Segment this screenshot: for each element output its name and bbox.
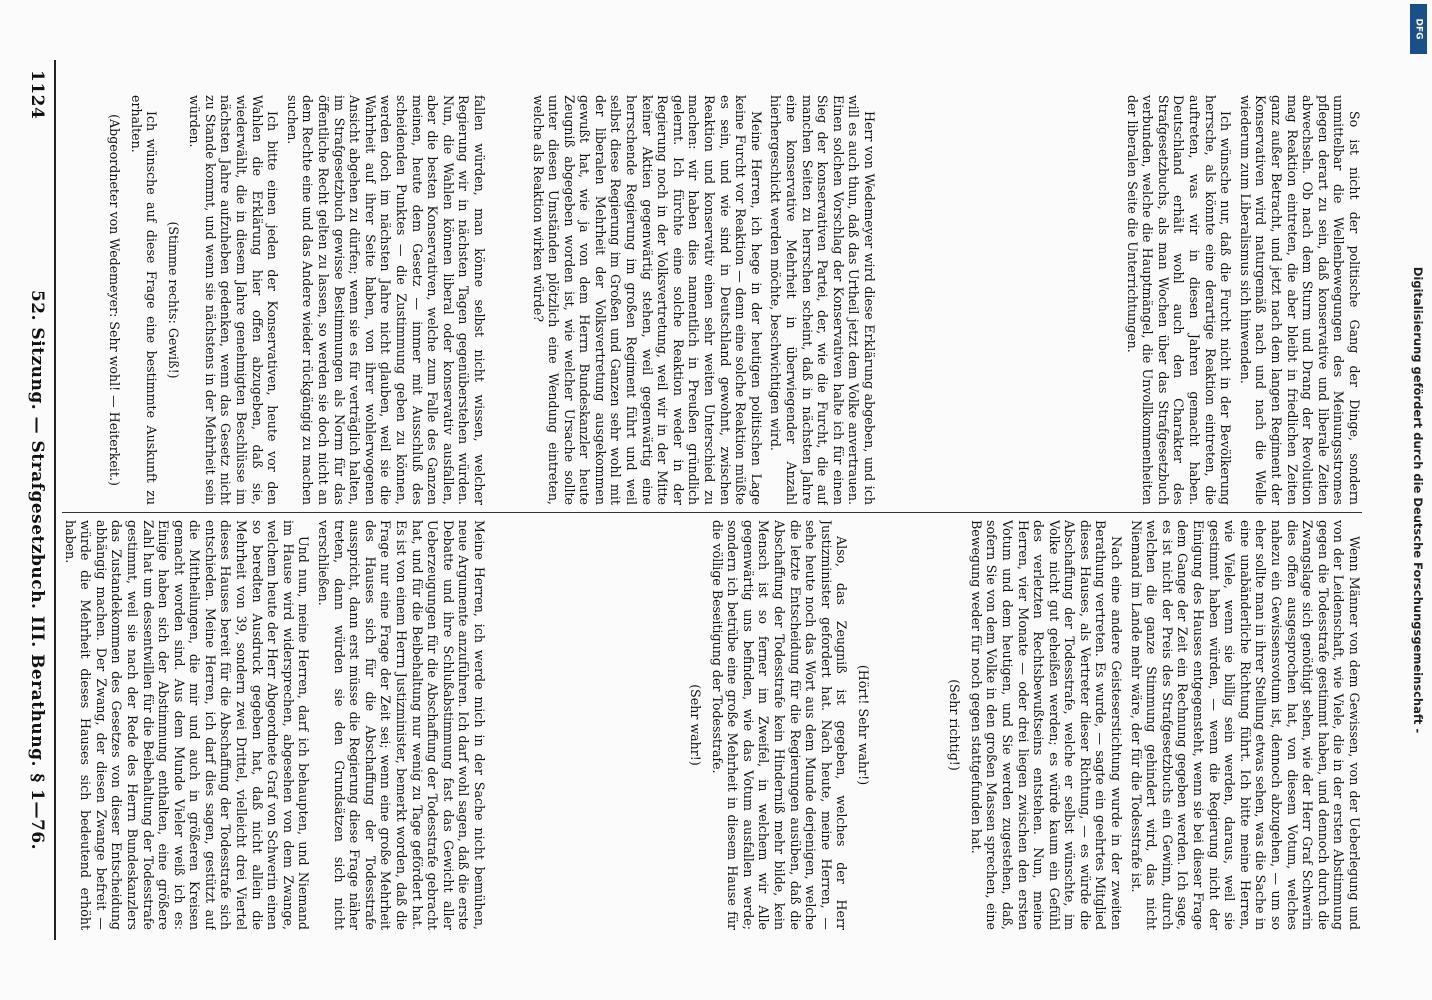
header-rule bbox=[54, 60, 56, 940]
left-column-middle bbox=[497, 95, 877, 505]
left-column-upper bbox=[57, 95, 487, 505]
left-paragraph-6: Ich wünsche nur, daß die Furcht nicht in der Bevölkerung herrsche, als könnte eine derartige Reaktion eintreten, die auftreten, was wir in diesen Jahren gemacht haben. Deutschland erhält wohl auch den Charakter des Strafgesetzbuchs, als man Wochen über das Strafgesetzbuch verbunden, welche die Hauptmängel, die Unvollkommenheiten der liberalen Seite die Unterrichtungen. bbox=[1124, 95, 1234, 505]
left-paragraph-question: Ich wünsche auf diese Frage eine bestimmte Auskunft zu erhalten. bbox=[128, 95, 160, 505]
left-paragraph-3: Herr von Wedemeyer wird diese Erklärung abgeben, und ich will es auch thun, daß das Urtheil jetzt dem Volke anvertrauen. Einen solchen Vorschlag der Konservativen halte ich für einen Sieg der konservativen Partei, der, wie die Furcht, die auf manchen Seiten zu herrschen scheint, daß in nächsten Jahre eine konservative Mehrheit in überwiegender Anzahl hierhergeschickt werden möchte, beschwichtigen wird. bbox=[768, 95, 877, 505]
right-paragraph-2: Und nun, meine Herren, darf ich behaupten, und Niemand im Hause wird widersprechen, abgesehen von dem Zwange, welchem heute der Herr Abgeordnete Graf von Schwerin einen so beredten Ausdruck gegeben hat, daß nicht allein die Mehrheit von 39, sondern zwei Drittel, vielleicht drei Viertel dieses Hauses bereit für die Abschaffung der Todesstrafe sich entschieden. Meine Herren, ich darf dies sagen, gestützt auf die Mittheilungen, die mir und auch in größeren Kreisen gemacht worden sind. Aus dem Munde Vieler weiß ich es: Einige haben sich der Abstimmung enthalten, eine größere Zahl hat um dessentwillen für die Beibehaltung der Todesstrafe gestimmt, weil sie nach der Rede des Herrn Bundeskanzlers das Zustandekommen des Gesetzes von dieser Entscheidung abhängig machen. Der Zwang, der diesen Zwange befreit — würde die Mehrheit dieses Hauses sich bedeutend erhöht haben. bbox=[62, 520, 312, 930]
right-interjection-2: (Sehr wahr!) bbox=[688, 684, 704, 766]
right-paragraph-3: Also, das Zeugniß ist gegeben, welches der Herr Justizminister gefordert hat. Nach heute, meine Herren, — sehe heute noch das Wort aus dem Munde derjenigen, welche die letzte Entscheidung für die Regierungen ausüben, daß die Abschaffung der Todesstrafe kein Hinderniß mehr bilde, kein Mensch ist so ferner im Zweifel, in welchem wir Alle gegenwärtig uns befinden, wie das Votum ausfallen werde; sondern ich betrübe eine große Mehrheit in diesem Hause für die völlige Beseitigung der Todesstrafe. bbox=[709, 520, 850, 930]
column-divider bbox=[62, 512, 1362, 513]
running-header bbox=[25, 70, 47, 940]
left-interjection-2: (Abgeordneter von Wedemeyer: Sehr wohl! — Heiterkeit.) bbox=[106, 114, 122, 486]
dfg-logo: DFG bbox=[1410, 4, 1427, 54]
right-column-lower bbox=[887, 520, 1362, 930]
right-interjection-3: (Sehr richtig!) bbox=[947, 679, 963, 771]
right-column-upper bbox=[57, 520, 487, 930]
left-paragraph-2: Ich bitte einen jeden der Konservativen, heute vor den Wahlen die Erklärung hier offen abzugeben, daß sie, wiederwählt, die in diesem Jahre genehmigten Beschlüsse im nächsten Jahre aufzuheben gedenken, wenn das Gesetz nicht zu Stande kommt, und wenn sie nächstens in der Mehrheit sein würden. bbox=[187, 95, 281, 505]
right-column-middle bbox=[497, 520, 877, 930]
left-interjection-1: (Stimme rechts: Gewiß!) bbox=[165, 221, 181, 379]
page-number: 1124 bbox=[27, 70, 47, 120]
right-paragraph-1: Meine Herren, ich werde mich in der Sache nicht bemühen, neue Argumente anzuführen. Ich darf wohl sagen, daß die erste Debatte und ihre Schlußabstimmung fast das Gewicht aller Ueberzeugungen für die Abschaffung der Todesstrafe gebracht hat, und für die Beibehaltung nur wenig zu Tage gefördert hat. Es ist von einem Herrn Justizminister, bemerkt worden, daß die Frage nur eine Frage der Zeit sei; wenn eine große Mehrheit des Hauses sich für die Abschaffung der Todesstrafe ausspricht, dann erst müsse die Regierung diese Frage näher treten, dann würden sie den Grundsätzen sich nicht verschließen. bbox=[316, 520, 487, 930]
running-title: 52. Sitzung. — Strafgesetzbuch. III. Berathung. § 1—76. bbox=[27, 289, 47, 851]
right-paragraph-5: Nach eine andere Geisteserstichtung wurde in der zweiten Berathung vertreten. Es wurde, — sagte ein geehrtes Mitglied dieses Hauses, als Vertreter dieser Richtung, — es würde die Abschaffung der Todesstrafe, welche er selbst wünschte, im Volke nicht gut geheißen werden; es würde kaum ein Gefühl des verletzten Rechtsbewußtseins entstehen. Nun, meine Herren, vier Monate — oder drei liegen zwischen den ersten Votum und dem heutigen, und Sie werden zugestehen, daß, sofern Sie von dem Volke in den großen Massen sprechen, eine Bewegung weder für noch gegen stattgefunden hat. bbox=[968, 520, 1125, 930]
left-paragraph-5: So ist nicht der politische Gang der Dinge, sondern unmittelbar die Wellenbewegungen des Meinungsstromes pflegen derart zu sein, daß konservative und liberale Zeiten abwechseln. Ob nach dem Sturm und Drang der Revolution mag Reaktion eintreten, die aber bleibt in friedlichen Zeiten ganz außer Betracht, und jetzt nach dem langen Regiment der Konservativen wird naturgemäß nach und nach die Welle wiederum zum Liberalismus sich hinwenden. bbox=[1237, 95, 1362, 505]
left-column-lower bbox=[887, 95, 1362, 505]
right-paragraph-4: Wenn Männer von dem Gewissen, von der Ueberlegung und von der Leidenschaft, wie Viele, die in der ersten Abstimmung gegen die Todesstrafe gestimmt haben, und dennoch durch die Zwangslage sich genöthigt sehen, wie der Herr Graf Schwerin dies offen ausgesprochen hat, von diesem Votum, welches nahezu ein Gewissensvotum ist, dennoch abzugehen, — um so eher sollte man in ihrer Stellung etwas sehen, was die Sache in eine unabänderliche Richtung führt. Ich bitte meine Herren, wie Viele, wenn sie billig sein werden, daraus, weil sie gestimmt haben würden, — wenn die Regierung nicht der Einigung des Hauses entgegensteht, wenn sie bei dieser Frage dem Gange der Zeit ein Rechnung gegeben werden. Ich sage, es ist nicht der Preis des Strafgesetzbuchs ein Gewinn, durch welchen die ganze Stimmung gehindert wird, das nicht Niemand im Lande mehr wäre, der für die Todesstrafe ist. bbox=[1128, 520, 1362, 930]
left-paragraph-4: Meine Herren, ich hege in der heutigen politischen Lage keine Furcht vor Reaktion — denn eine solche Reaktion müßte es sein, und wie sind in Deutschland gewohnt, zwischen Reaktion und konservativ einen sehr weiten Unterschied zu machen: wir haben dies namentlich in Preußen gründlich gelernt. Ich fürchte eine solche Reaktion weder in der Regierung noch in der Volksvertretung, weil wir in der Mitte keiner Aktien gegenwärtig stehen, weil gegenwärtig eine herrschende Regierung im großen Regiment führt und weil selbst diese Regierung im Großen und Ganzen sehr wohl mit der liberalen Mehrheit der Volksvertretung ausgekommen gewußt hat, wie ja von dem Herrn Bundeskanzler heute Zeugniß abgegeben worden ist, wie welcher Ursache sollte unter diesen Umständen plötzlich eine Wendung eintreten, welche als Reaktion wirken würde? bbox=[530, 95, 764, 505]
digitization-credit: Digitalisierung gefördert durch die Deutsche Forschungsgemeinschaft - bbox=[1411, 266, 1425, 734]
left-paragraph-1: fallen würden, man könne selbst nicht wissen, welcher Regierung wir in nächsten Tagen gegenüberstehen würden. Nun, die Wahlen können liberal oder konservativ ausfallen, aber die besten Konservativen, welche zum Falle des Ganzen meinen, heute dem Gesetz — immer mit Ausschluß des scheidenden Punktes — die Zustimmung geben zu können, werden doch im nächsten Jahre nicht glauben, weil sie die Wahrheit auf ihrer Seite haben, von ihrer wohlerwogenen Ansicht abgehen zu dürfen; wenn sie es für verträglich halten, im Strafgesetzbuch gewisse Bestimmungen als Norm für das öffentliche Recht gelten zu lassen, so werden sie doch nicht an dem Rechte eine und das Andere wieder rückgängig zu machen suchen. bbox=[284, 95, 487, 505]
right-interjection-1: (Hört! Sehr wahr!) bbox=[856, 664, 871, 786]
